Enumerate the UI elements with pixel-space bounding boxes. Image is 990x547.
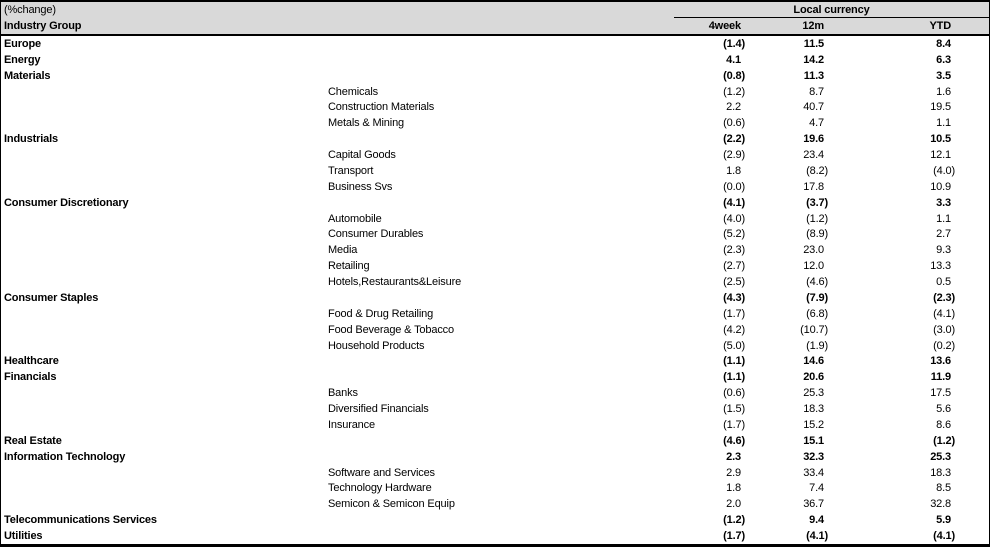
industry-group-label: Europe — [4, 37, 41, 50]
column-header-4week: 4week — [708, 20, 741, 32]
table-row — [1, 449, 989, 465]
value-cell-ytd — [824, 86, 951, 98]
value-text: (1.2) — [723, 514, 745, 527]
industry-sub-label: Banks — [328, 387, 358, 400]
value-cell-ytd — [824, 482, 951, 494]
table-row — [1, 100, 989, 116]
value-text: (3.7) — [806, 196, 828, 209]
value-text: 20.6 — [803, 371, 824, 384]
value-text: 4.7 — [809, 117, 824, 130]
value-text: 40.7 — [803, 101, 824, 114]
table-row — [1, 481, 989, 497]
value-text: (0.8) — [723, 69, 745, 82]
value-text: (4.3) — [723, 291, 745, 304]
value-cell-ytd — [824, 387, 951, 399]
table-row — [1, 433, 989, 449]
industry-sub-label: Capital Goods — [328, 149, 396, 162]
value-text: (1.2) — [933, 434, 955, 447]
table-row — [1, 115, 989, 131]
value-text: 12.0 — [803, 260, 824, 273]
value-text: 0.5 — [936, 276, 951, 289]
value-text: 18.3 — [803, 403, 824, 416]
column-header-ytd: YTD — [929, 20, 951, 32]
industry-sub-label: Semicon & Semicon Equip — [328, 498, 455, 511]
value-cell-12m — [741, 212, 828, 225]
value-cell-ytd — [824, 451, 951, 463]
industry-sub-label: Food & Drug Retailing — [328, 307, 434, 320]
industry-sub-label: Construction Materials — [328, 101, 435, 114]
table-row — [1, 84, 989, 100]
value-cell-4week — [673, 260, 745, 273]
value-cell-ytd — [824, 339, 955, 352]
value-text: 32.3 — [803, 450, 824, 463]
value-text: (1.7) — [723, 530, 745, 543]
value-cell-ytd — [824, 117, 951, 129]
table-row — [1, 290, 989, 306]
value-text: (2.3) — [933, 291, 955, 304]
table-row — [1, 195, 989, 211]
value-cell-12m — [741, 276, 828, 289]
value-cell-4week — [673, 482, 741, 494]
table-row — [1, 147, 989, 163]
value-text: 13.3 — [930, 260, 951, 273]
value-cell-ytd — [824, 244, 951, 256]
value-text: 1.8 — [726, 164, 741, 177]
value-cell-4week — [673, 276, 745, 289]
value-cell-4week — [673, 85, 745, 98]
value-text: 11.3 — [803, 69, 824, 82]
value-text: 5.9 — [936, 514, 951, 527]
value-text: (8.2) — [806, 164, 828, 177]
industry-group-label: Materials — [4, 69, 51, 82]
value-cell-12m — [741, 355, 824, 367]
value-text: 8.5 — [936, 482, 951, 495]
industry-sub-label: Diversified Financials — [328, 403, 429, 416]
value-cell-ytd — [824, 228, 951, 240]
value-cell-ytd — [824, 403, 951, 415]
value-text: (4.6) — [806, 276, 828, 289]
value-text: (4.1) — [723, 196, 745, 209]
value-text: (5.2) — [723, 228, 745, 241]
value-cell-4week — [673, 451, 741, 463]
value-cell-ytd — [824, 530, 955, 543]
table-row — [1, 227, 989, 243]
industry-sub-label: Media — [328, 244, 358, 257]
value-text: (1.2) — [806, 212, 828, 225]
value-text: 2.3 — [726, 450, 741, 463]
value-cell-4week — [673, 54, 741, 66]
table-row — [1, 242, 989, 258]
table-row — [1, 179, 989, 195]
value-text: (1.9) — [806, 339, 828, 352]
industry-sub-label: Chemicals — [328, 85, 378, 98]
industry-sub-label: Food Beverage & Tobacco — [328, 323, 454, 336]
value-cell-4week — [673, 498, 741, 510]
value-cell-12m — [741, 419, 824, 431]
value-cell-ytd — [824, 181, 951, 193]
value-cell-4week — [673, 467, 741, 479]
value-cell-4week — [673, 117, 745, 130]
value-cell-4week — [673, 418, 745, 431]
value-cell-ytd — [824, 101, 951, 113]
value-cell-ytd — [824, 149, 951, 161]
value-text: (2.7) — [723, 260, 745, 273]
table-row — [1, 338, 989, 354]
value-text: 8.4 — [936, 37, 951, 50]
table-row — [1, 354, 989, 370]
value-cell-4week — [673, 291, 745, 304]
value-text: 7.4 — [809, 482, 824, 495]
value-text: 8.6 — [936, 418, 951, 431]
value-text: (1.1) — [723, 371, 745, 384]
value-text: (1.1) — [723, 355, 745, 368]
value-cell-ytd — [824, 164, 955, 177]
value-cell-4week — [673, 323, 745, 336]
value-text: (7.9) — [806, 291, 828, 304]
value-text: (2.9) — [723, 149, 745, 162]
column-header-12m: 12m — [802, 20, 824, 32]
value-cell-4week — [673, 403, 745, 416]
table-row — [1, 322, 989, 338]
value-text: (4.6) — [723, 434, 745, 447]
industry-group-label: Financials — [4, 371, 57, 384]
table-body — [1, 36, 989, 544]
value-text: 33.4 — [803, 466, 824, 479]
value-cell-ytd — [824, 355, 951, 367]
value-text: 25.3 — [803, 387, 824, 400]
value-text: 18.3 — [930, 466, 951, 479]
value-text: 15.2 — [803, 418, 824, 431]
value-cell-ytd — [824, 213, 951, 225]
value-text: 10.5 — [930, 133, 951, 146]
value-text: (6.8) — [806, 307, 828, 320]
value-cell-ytd — [824, 307, 955, 320]
industry-group-label: Real Estate — [4, 434, 62, 447]
value-cell-12m — [741, 482, 824, 494]
industry-sub-label: Metals & Mining — [328, 117, 405, 130]
value-cell-4week — [673, 339, 745, 352]
local-currency-header: Local currency — [674, 2, 989, 18]
value-cell-12m — [741, 403, 824, 415]
value-text: 17.8 — [803, 180, 824, 193]
table-row — [1, 36, 989, 52]
value-text: (4.2) — [723, 323, 745, 336]
table-row — [1, 401, 989, 417]
value-cell-12m — [741, 164, 828, 177]
value-text: 10.9 — [930, 180, 951, 193]
value-cell-4week — [673, 530, 745, 543]
value-cell-ytd — [824, 291, 955, 304]
value-text: 32.8 — [930, 498, 951, 511]
value-text: 2.7 — [936, 228, 951, 241]
value-cell-4week — [673, 37, 745, 50]
table-row — [1, 528, 989, 544]
value-text: 36.7 — [803, 498, 824, 511]
value-cell-12m — [741, 101, 824, 113]
value-text: (10.7) — [800, 323, 828, 336]
value-text: (2.2) — [723, 133, 745, 146]
value-cell-ytd — [824, 371, 951, 383]
value-cell-12m — [741, 196, 828, 209]
industry-group-label: Industrials — [4, 133, 58, 146]
value-cell-4week — [673, 514, 745, 527]
value-cell-4week — [673, 133, 745, 146]
value-cell-12m — [741, 181, 824, 193]
value-text: (0.6) — [723, 117, 745, 130]
table-row — [1, 496, 989, 512]
value-cell-4week — [673, 165, 741, 177]
value-text: 12.1 — [930, 149, 951, 162]
value-cell-12m — [741, 467, 824, 479]
value-text: 8.7 — [809, 85, 824, 98]
industry-sub-label: Business Svs — [328, 180, 393, 193]
value-text: (0.2) — [933, 339, 955, 352]
value-text: (4.1) — [806, 530, 828, 543]
value-cell-4week — [673, 434, 745, 447]
value-cell-ytd — [824, 498, 951, 510]
value-text: 1.1 — [936, 117, 951, 130]
value-text: 25.3 — [930, 450, 951, 463]
value-cell-4week — [673, 307, 745, 320]
value-cell-12m — [741, 339, 828, 352]
value-cell-12m — [741, 307, 828, 320]
value-cell-4week — [673, 387, 745, 400]
value-text: 11.5 — [803, 37, 824, 50]
industry-group-header: Industry Group — [4, 20, 82, 32]
value-text: 9.4 — [809, 514, 824, 527]
table-row — [1, 131, 989, 147]
value-cell-12m — [741, 133, 824, 145]
value-text: (0.0) — [723, 180, 745, 193]
value-text: 2.2 — [726, 101, 741, 114]
industry-group-label: Consumer Staples — [4, 291, 99, 304]
value-cell-12m — [741, 514, 824, 526]
value-text: (5.0) — [723, 339, 745, 352]
industry-group-label: Telecommunications Services — [4, 514, 157, 527]
table-row — [1, 52, 989, 68]
value-text: (4.1) — [933, 307, 955, 320]
value-cell-4week — [673, 180, 745, 193]
industry-sub-label: Insurance — [328, 418, 375, 431]
value-text: 9.3 — [936, 244, 951, 257]
industry-group-label: Healthcare — [4, 355, 59, 368]
value-text: 6.3 — [936, 53, 951, 66]
value-text: 2.9 — [726, 466, 741, 479]
value-cell-ytd — [824, 276, 951, 288]
value-text: 4.1 — [726, 53, 741, 66]
table-row — [1, 385, 989, 401]
value-cell-12m — [741, 70, 824, 82]
value-text: 13.6 — [930, 355, 951, 368]
value-cell-12m — [741, 323, 828, 336]
value-cell-12m — [741, 371, 824, 383]
table-header — [1, 2, 989, 36]
value-cell-12m — [741, 86, 824, 98]
value-cell-12m — [741, 387, 824, 399]
value-cell-4week — [673, 196, 745, 209]
industry-group-label: Utilities — [4, 530, 43, 543]
industry-sub-label: Technology Hardware — [328, 482, 432, 495]
value-text: (1.7) — [723, 418, 745, 431]
value-cell-12m — [741, 38, 824, 50]
value-text: 19.5 — [930, 101, 951, 114]
value-text: (4.0) — [723, 212, 745, 225]
value-cell-12m — [741, 260, 824, 272]
value-cell-4week — [673, 244, 745, 257]
value-cell-4week — [673, 228, 745, 241]
value-cell-ytd — [824, 70, 951, 82]
industry-group-label: Information Technology — [4, 450, 126, 463]
value-text: 1.8 — [726, 482, 741, 495]
table-row — [1, 68, 989, 84]
table-row — [1, 417, 989, 433]
value-cell-ytd — [824, 38, 951, 50]
value-text: 15.1 — [803, 434, 824, 447]
value-text: 11.9 — [930, 371, 951, 384]
value-text: 1.6 — [936, 85, 951, 98]
value-text: 19.6 — [803, 133, 824, 146]
value-cell-4week — [673, 355, 745, 368]
value-text: (4.0) — [933, 164, 955, 177]
value-text: (1.4) — [723, 37, 745, 50]
table-row — [1, 258, 989, 274]
value-cell-12m — [741, 435, 824, 447]
value-cell-ytd — [824, 54, 951, 66]
value-text: 3.5 — [936, 69, 951, 82]
value-cell-12m — [741, 54, 824, 66]
value-cell-ytd — [824, 323, 955, 336]
value-cell-12m — [741, 451, 824, 463]
value-text: (8.9) — [806, 228, 828, 241]
value-text: 1.1 — [936, 212, 951, 225]
industry-group-label: Energy — [4, 53, 41, 66]
value-text: 23.4 — [803, 149, 824, 162]
table-row — [1, 274, 989, 290]
value-cell-12m — [741, 117, 824, 129]
value-cell-12m — [741, 530, 828, 543]
value-cell-4week — [673, 69, 745, 82]
value-text: 3.3 — [936, 196, 951, 209]
table-row — [1, 306, 989, 322]
value-cell-ytd — [824, 467, 951, 479]
value-text: (0.6) — [723, 387, 745, 400]
value-cell-4week — [673, 149, 745, 162]
table-row — [1, 465, 989, 481]
table-row — [1, 512, 989, 528]
value-cell-12m — [741, 149, 824, 161]
value-cell-4week — [673, 101, 741, 113]
percent-change-label: (%change) — [4, 4, 56, 16]
value-text: 23.0 — [803, 244, 824, 257]
value-cell-ytd — [824, 260, 951, 272]
value-cell-ytd — [824, 514, 951, 526]
value-cell-ytd — [824, 133, 951, 145]
industry-sub-label: Consumer Durables — [328, 228, 424, 241]
table-row — [1, 369, 989, 385]
industry-sub-label: Retailing — [328, 260, 370, 273]
value-text: 14.6 — [803, 355, 824, 368]
value-cell-12m — [741, 244, 824, 256]
value-cell-12m — [741, 291, 828, 304]
value-text: (3.0) — [933, 323, 955, 336]
header-row-columns — [1, 18, 989, 34]
value-text: (1.5) — [723, 403, 745, 416]
industry-sub-label: Software and Services — [328, 466, 435, 479]
value-text: 17.5 — [930, 387, 951, 400]
value-cell-12m — [741, 498, 824, 510]
value-text: (1.7) — [723, 307, 745, 320]
value-text: 5.6 — [936, 403, 951, 416]
industry-sub-label: Automobile — [328, 212, 382, 225]
header-row-currency — [1, 2, 989, 18]
industry-sub-label: Hotels,Restaurants&Leisure — [328, 276, 462, 289]
value-cell-ytd — [824, 197, 951, 209]
industry-group-label: Consumer Discretionary — [4, 196, 129, 209]
value-cell-ytd — [824, 419, 951, 431]
industry-sub-label: Household Products — [328, 339, 425, 352]
value-text: 14.2 — [803, 53, 824, 66]
value-cell-12m — [741, 228, 828, 241]
value-cell-ytd — [824, 434, 955, 447]
value-text: (2.3) — [723, 244, 745, 257]
value-cell-4week — [673, 212, 745, 225]
table-row — [1, 163, 989, 179]
value-text: (2.5) — [723, 276, 745, 289]
value-text: 2.0 — [726, 498, 741, 511]
table-row — [1, 211, 989, 227]
industry-sub-label: Transport — [328, 164, 374, 177]
value-text: (4.1) — [933, 530, 955, 543]
value-text: (1.2) — [723, 85, 745, 98]
value-cell-4week — [673, 371, 745, 384]
